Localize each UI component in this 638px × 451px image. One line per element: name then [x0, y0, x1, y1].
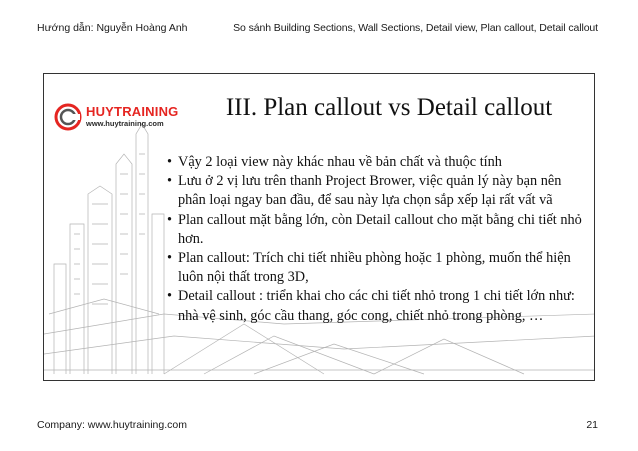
huytraining-logo-icon — [54, 103, 82, 131]
bullet-item: • Plan callout: Trích chi tiết nhiều phòng hoặc 1 phòng, muốn thể hiện luôn nội thất trong 3D, — [167, 249, 592, 287]
slide-title: III. Plan callout vs Detail callout — [225, 94, 553, 121]
huytraining-logo — [54, 102, 179, 132]
bullet-list — [167, 153, 592, 326]
slide-frame — [43, 73, 595, 381]
bullet-item: • Detail callout : triển khai cho các chi tiết nhỏ trong 1 chi tiết lớn như: nhà vệ sinh, góc cầu thang, góc cong, chiết nhỏ trong phòng, … — [167, 287, 592, 325]
bullet-item: • Lưu ở 2 vị lưu trên thanh Project Brower, việc quản lý này bạn nên phân loại ngay ban đầu, để sau này lựa chọn sắp xếp lại rất vất vã — [167, 172, 592, 210]
logo-name: HUYTRAINING — [86, 104, 179, 119]
bullet-item: • Vậy 2 loại view này khác nhau về bản chất và thuộc tính — [167, 153, 592, 172]
logo-url: www.huytraining.com — [86, 119, 164, 128]
page-number: 21 — [586, 419, 598, 431]
header-author: Hướng dẫn: Nguyễn Hoàng Anh — [37, 22, 188, 34]
bullet-item: • Plan callout mặt bằng lớn, còn Detail callout cho mặt bằng chi tiết nhỏ hơn. — [167, 211, 592, 249]
footer-company: Company: www.huytraining.com — [37, 419, 187, 431]
header-topic: So sánh Building Sections, Wall Sections, Detail view, Plan callout, Detail callout — [233, 22, 598, 34]
